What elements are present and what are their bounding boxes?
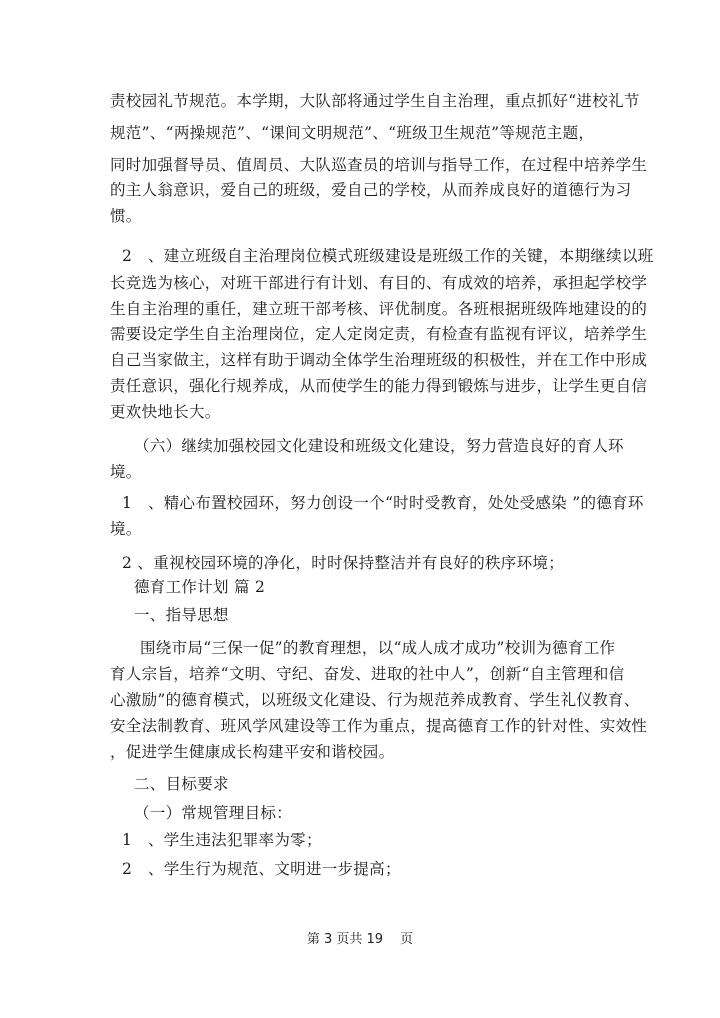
page-number: 第 3 页共 19 页 xyxy=(306,932,414,947)
text-line: 围绕市局“三保一促”的教育理想，以“成人成才成功”校训为德育工作 xyxy=(140,639,616,657)
text-line: 2 、重视校园环境的净化，时时保持整洁并有良好的秩序环境； xyxy=(122,554,564,572)
text-line: 心激励”的德育模式，以班级文化建设、行为规范养成教育、学生礼仪教育、 xyxy=(110,691,640,709)
text-line: 1 、精心布置校园环，努力创设一个“时时受教育，处处受感染 ”的德育环 xyxy=(122,494,644,512)
text-line: 惯。 xyxy=(110,207,142,225)
text-line: 境。 xyxy=(110,463,142,481)
document-title: 德育工作计划 篇 2 xyxy=(134,578,266,596)
text-line: ，促进学生健康成长构建平安和谐校园。 xyxy=(110,743,395,761)
list-item: 2 、学生行为规范、文明进一步提高； xyxy=(122,860,401,878)
text-line: 长竞选为核心，对班干部进行有计划、有目的、有成效的培养，承担起学校学 xyxy=(110,274,648,292)
section-heading: （六）继续加强校园文化建设和班级文化建设，努力营造良好的育人环 xyxy=(134,437,624,455)
text-line: 规范”、“两操规范”、“课间文明规范”、“班级卫生规范”等规范主题， xyxy=(110,124,595,142)
text-line: 2 、建立班级自主治理岗位模式班级建设是班级工作的关键，本期继续以班 xyxy=(122,247,654,265)
list-item: 1 、学生违法犯罪率为零； xyxy=(122,831,322,849)
text-line: 责任意识，强化行规养成，从而使学生的能力得到锻炼与进步，让学生更自信 xyxy=(110,377,648,395)
section-heading: 二、目标要求 xyxy=(134,775,229,793)
text-line: 更欢快地长大。 xyxy=(110,403,221,421)
text-line: 的主人翁意识，爱自己的班级，爱自己的学校，从而养成良好的道德行为习 xyxy=(110,181,632,199)
text-line: 需要设定学生自主治理岗位，定人定岗定责，有检查有监视有评议，培养学生 xyxy=(110,325,648,343)
text-line: 自己当家做主，这样有助于调动全体学生治理班级的积极性，并在工作中形成 xyxy=(110,351,648,369)
text-line: 同时加强督导员、值周员、大队巡查员的培训与指导工作，在过程中培养学生 xyxy=(110,156,648,174)
text-line: 境。 xyxy=(110,520,142,538)
text-line: 安全法制教育、班风学风建设等工作为重点，提高德育工作的针对性、实效性 xyxy=(110,717,648,735)
text-line: 责校园礼节规范。本学期，大队部将通过学生自主治理，重点抓好“进校礼节 xyxy=(110,92,640,110)
section-heading: 一、指导思想 xyxy=(134,606,229,624)
section-heading: （一）常规管理目标： xyxy=(134,804,293,822)
text-line: 育人宗旨，培养“文明、守纪、奋发、进取的社中人”，创新“自主管理和信 xyxy=(110,665,625,683)
text-line: 生自主治理的重任，建立班干部考核、评优制度。各班根据班级阵地建设的的 xyxy=(110,300,648,318)
